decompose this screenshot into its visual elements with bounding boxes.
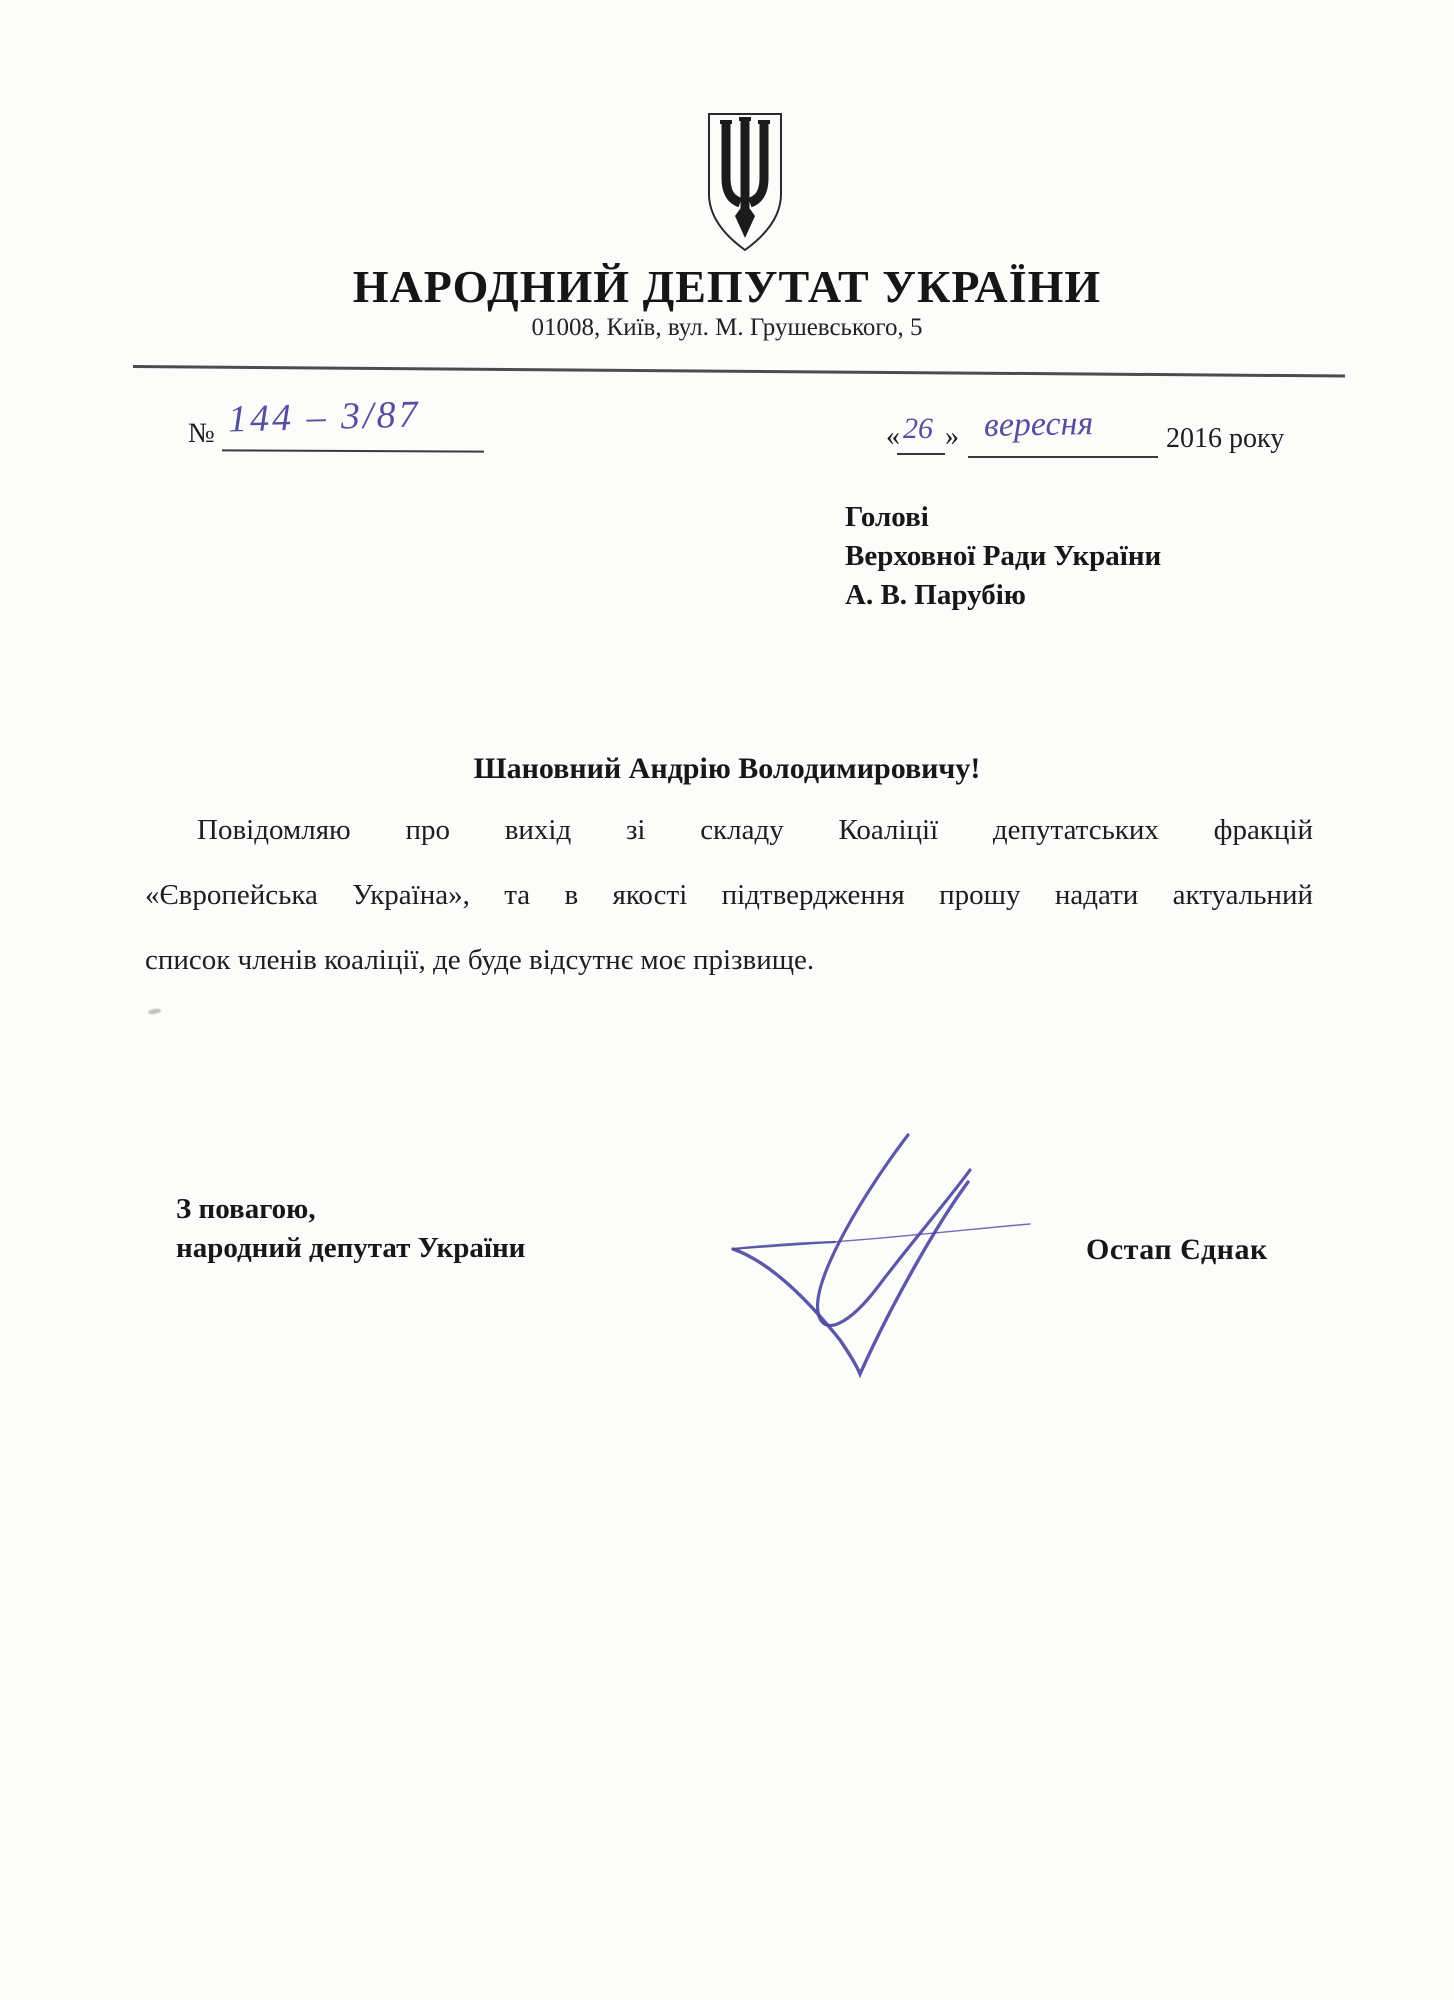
closing-line: З повагою, (176, 1193, 316, 1225)
reference-number-label: № (188, 418, 215, 449)
ukraine-trident-emblem-icon (699, 106, 791, 258)
date-day-underline (897, 453, 945, 455)
date-day-handwritten: 26 (903, 412, 933, 445)
body-line: «Європейська Україна», та в якості підтвердження прошу надати актуальний (145, 879, 1313, 911)
date-month-handwritten: вересня (983, 405, 1094, 444)
letterhead-address: 01008, Київ, вул. М. Грушевського, 5 (531, 314, 923, 341)
recipient-line: А. В. Парубію (845, 579, 1026, 611)
signatory-name: Остап Єднак (1086, 1233, 1268, 1266)
closing-line: народний депутат України (176, 1232, 526, 1264)
pencil-mark-artifact (148, 1008, 162, 1015)
letterhead-title: НАРОДНИЙ ДЕПУТАТ УКРАЇНИ (352, 261, 1102, 312)
reference-number-handwritten: 144 – 3/87 (227, 393, 422, 441)
date-open-quote: « (886, 421, 900, 452)
closing-block (176, 1190, 525, 1268)
letterhead-divider (133, 365, 1345, 378)
signature-scribble (700, 1112, 1050, 1407)
reference-number-underline (222, 449, 484, 452)
date-month-underline (968, 456, 1158, 458)
body-paragraph (145, 798, 1313, 993)
date-close-quote: » (945, 421, 959, 452)
date-year: 2016 року (1166, 423, 1285, 454)
recipient-line: Верховної Ради України (845, 540, 1162, 572)
salutation: Шановний Андрію Володимировичу! (473, 752, 981, 785)
body-line: Повідомляю про вихід зі складу Коаліції депутатських фракцій (197, 814, 1313, 846)
recipient-block (845, 498, 1161, 615)
body-line: список членів коаліції, де буде відсутнє моє прізвище. (145, 944, 815, 976)
recipient-line: Голові (845, 501, 929, 533)
